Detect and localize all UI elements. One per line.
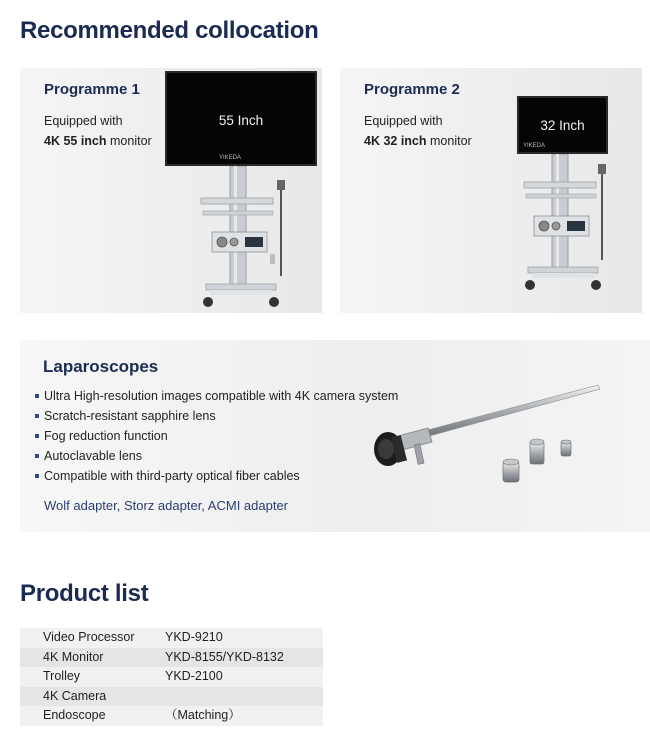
- monitor-screen-label: 55 Inch: [218, 113, 264, 128]
- bullet-icon: [35, 394, 39, 398]
- laparoscope-image: [350, 370, 610, 490]
- trolley-image: [522, 154, 610, 299]
- product-name: 4K Camera: [43, 688, 107, 703]
- product-model: YKD-2100: [165, 669, 223, 683]
- product-model: （Matching）: [165, 708, 241, 722]
- programme-card-2: [340, 68, 642, 313]
- product-name: Trolley: [43, 669, 81, 683]
- programme-monitor-spec: [44, 134, 152, 148]
- table-row: [20, 648, 323, 668]
- bullet-icon: [35, 414, 39, 418]
- product-name: Endoscope: [43, 708, 106, 722]
- table-row: [20, 667, 323, 687]
- bullet-icon: [35, 434, 39, 438]
- product-model: YKD-9210: [165, 630, 223, 644]
- monitor-screen-label: 32 Inch: [540, 118, 585, 133]
- feature-item: [35, 469, 398, 489]
- monitor-logo: YIKEDA: [523, 143, 546, 149]
- laparoscopes-card: [20, 340, 650, 532]
- monitor-55-image: [165, 71, 317, 166]
- monitor-size-bold: 4K 55 inch: [44, 134, 107, 148]
- monitor-logo: YIKEDA: [219, 155, 242, 161]
- programme-monitor-spec: [364, 134, 472, 148]
- laparoscopes-title: Laparoscopes: [43, 357, 159, 376]
- section-title-recommended: Recommended collocation: [20, 17, 319, 44]
- feature-item: [35, 409, 398, 429]
- table-row: [20, 628, 323, 648]
- monitor-word: monitor: [106, 134, 152, 148]
- programme-title: Programme 1: [44, 81, 140, 98]
- monitor-word: monitor: [426, 134, 472, 148]
- table-row: [20, 706, 323, 726]
- programme-card-1: [20, 68, 322, 313]
- product-name: 4K Monitor: [43, 649, 104, 664]
- bullet-icon: [35, 474, 39, 478]
- monitor-32-image: [517, 96, 608, 154]
- monitor-size-bold: 4K 32 inch: [364, 134, 427, 148]
- programme-description-line: Equipped with: [44, 114, 123, 128]
- product-model: [165, 687, 323, 707]
- feature-item: [35, 449, 398, 469]
- trolley-image: [198, 166, 288, 311]
- product-model: YKD-8155/YKD-8132: [165, 649, 284, 664]
- feature-text: Ultra High-resolution images compatible with 4K camera system: [44, 389, 399, 403]
- product-name: Video Processor: [43, 630, 135, 644]
- bullet-icon: [35, 454, 39, 458]
- feature-list: [35, 389, 398, 489]
- feature-text: Scratch-resistant sapphire lens: [44, 409, 216, 423]
- section-title-product-list: Product list: [20, 580, 149, 607]
- programme-title: Programme 2: [364, 81, 460, 98]
- product-table: [20, 628, 323, 726]
- adapter-list: Wolf adapter, Storz adapter, ACMI adapter: [44, 498, 289, 513]
- feature-item: [35, 429, 398, 449]
- feature-text: Autoclavable lens: [44, 449, 142, 463]
- feature-text: Fog reduction function: [44, 429, 168, 443]
- table-row: [20, 687, 323, 707]
- feature-text: Compatible with third-party optical fiber cables: [44, 469, 300, 483]
- programme-description-line: Equipped with: [364, 114, 443, 128]
- feature-item: [35, 389, 398, 409]
